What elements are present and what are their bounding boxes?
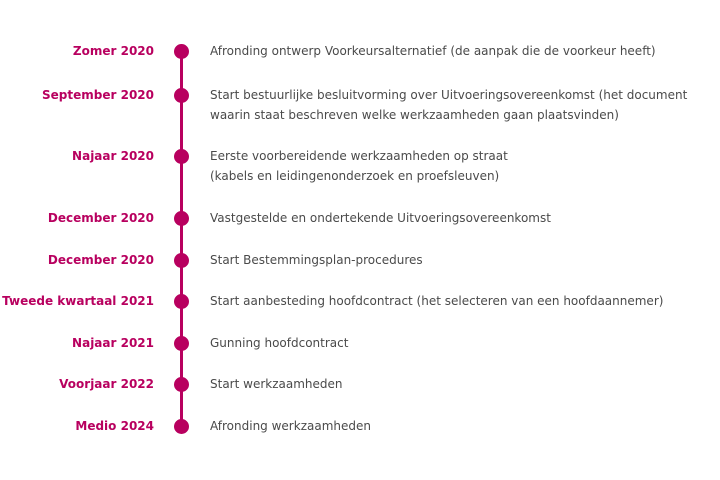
- timeline-axis: [180, 50, 183, 428]
- event-description: [210, 416, 710, 436]
- event-description-line: Afronding ontwerp Voorkeursalternatief (de aanpak die de voorkeur heeft): [210, 44, 656, 58]
- event-date: Tweede kwartaal 2021: [2, 294, 154, 308]
- event-description: [210, 208, 710, 228]
- timeline-dot: [174, 419, 189, 434]
- event-description: [210, 250, 710, 270]
- event-description-line: Afronding werkzaamheden: [210, 419, 371, 433]
- timeline-dot: [174, 149, 189, 164]
- event-date: Medio 2024: [75, 419, 154, 433]
- event-description: [210, 146, 710, 186]
- event-date: Najaar 2021: [72, 336, 154, 350]
- event-description-line: Vastgestelde en ondertekende Uitvoeringsovereenkomst: [210, 211, 551, 225]
- event-description-line: (kabels en leidingenonderzoek en proefsleuven): [210, 169, 500, 183]
- timeline-dot: [174, 88, 189, 103]
- timeline-dot: [174, 336, 189, 351]
- event-date: Najaar 2020: [72, 149, 154, 163]
- event-description-line: Start bestuurlijke besluitvorming over Uitvoeringsovereenkomst (het document: [210, 88, 688, 102]
- event-description: [210, 41, 710, 61]
- timeline-dot: [174, 253, 189, 268]
- event-description-line: Start aanbesteding hoofdcontract (het selecteren van een hoofdaannemer): [210, 294, 664, 308]
- event-description-line: Start werkzaamheden: [210, 377, 343, 391]
- event-date: Voorjaar 2022: [59, 377, 154, 391]
- event-description: [210, 333, 710, 353]
- event-description: [210, 85, 710, 125]
- event-description-line: Start Bestemmingsplan-procedures: [210, 253, 423, 267]
- event-date: Zomer 2020: [72, 44, 154, 58]
- event-date: December 2020: [47, 211, 154, 225]
- event-description-line: Eerste voorbereidende werkzaamheden op straat: [210, 149, 508, 163]
- timeline-dot: [174, 294, 189, 309]
- event-description-line: Gunning hoofdcontract: [210, 336, 349, 350]
- event-description: [210, 374, 710, 394]
- event-date: September 2020: [42, 88, 154, 102]
- timeline-dot: [174, 377, 189, 392]
- timeline-dot: [174, 44, 189, 59]
- event-date: December 2020: [47, 253, 154, 267]
- event-description-line: waarin staat beschreven welke werkzaamheden gaan plaatsvinden): [210, 108, 619, 122]
- timeline-dot: [174, 211, 189, 226]
- event-description: [210, 291, 710, 311]
